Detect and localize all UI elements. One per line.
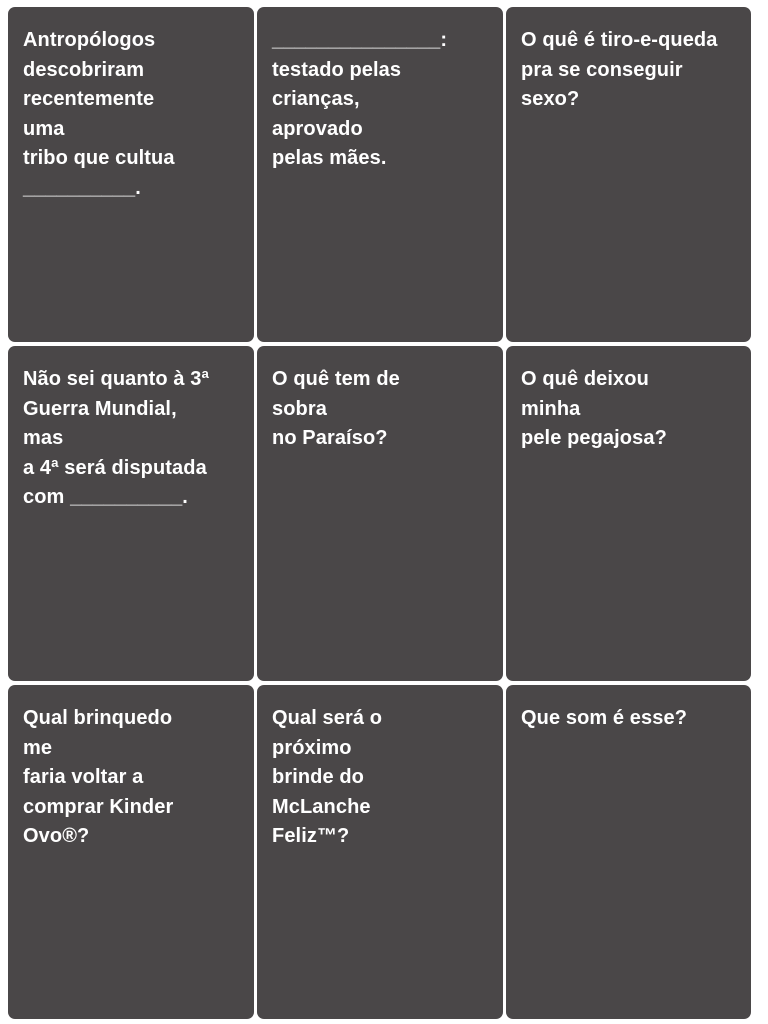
card-text: Qual brinquedo me faria voltar a comprar Kinder Ovo®? — [23, 707, 174, 848]
card-text: O quê é tiro-e-queda pra se conseguir sexo? — [521, 29, 718, 111]
question-card — [8, 346, 254, 681]
question-card — [257, 685, 503, 1019]
card-text: O quê deixou minha pele pegajosa? — [521, 368, 667, 450]
card-sheet — [8, 7, 749, 1019]
question-card — [506, 7, 751, 342]
card-text: _______________: testado pelas crianças, aprovado pelas mães. — [272, 29, 448, 170]
question-card — [506, 685, 751, 1019]
question-card — [506, 346, 751, 681]
card-text: Qual será o próximo brinde do McLanche Feliz™? — [272, 707, 383, 848]
question-card — [257, 346, 503, 681]
card-text: Não sei quanto à 3ª Guerra Mundial, mas a 4ª será disputada com __________. — [23, 368, 210, 509]
question-card — [8, 7, 254, 342]
question-card — [8, 685, 254, 1019]
card-text: O quê tem de sobra no Paraíso? — [272, 368, 400, 450]
card-text: Que som é esse? — [521, 707, 688, 729]
card-text: Antropólogos descobriram recentemente uma tribo que cultua __________. — [23, 29, 175, 199]
question-card — [257, 7, 503, 342]
